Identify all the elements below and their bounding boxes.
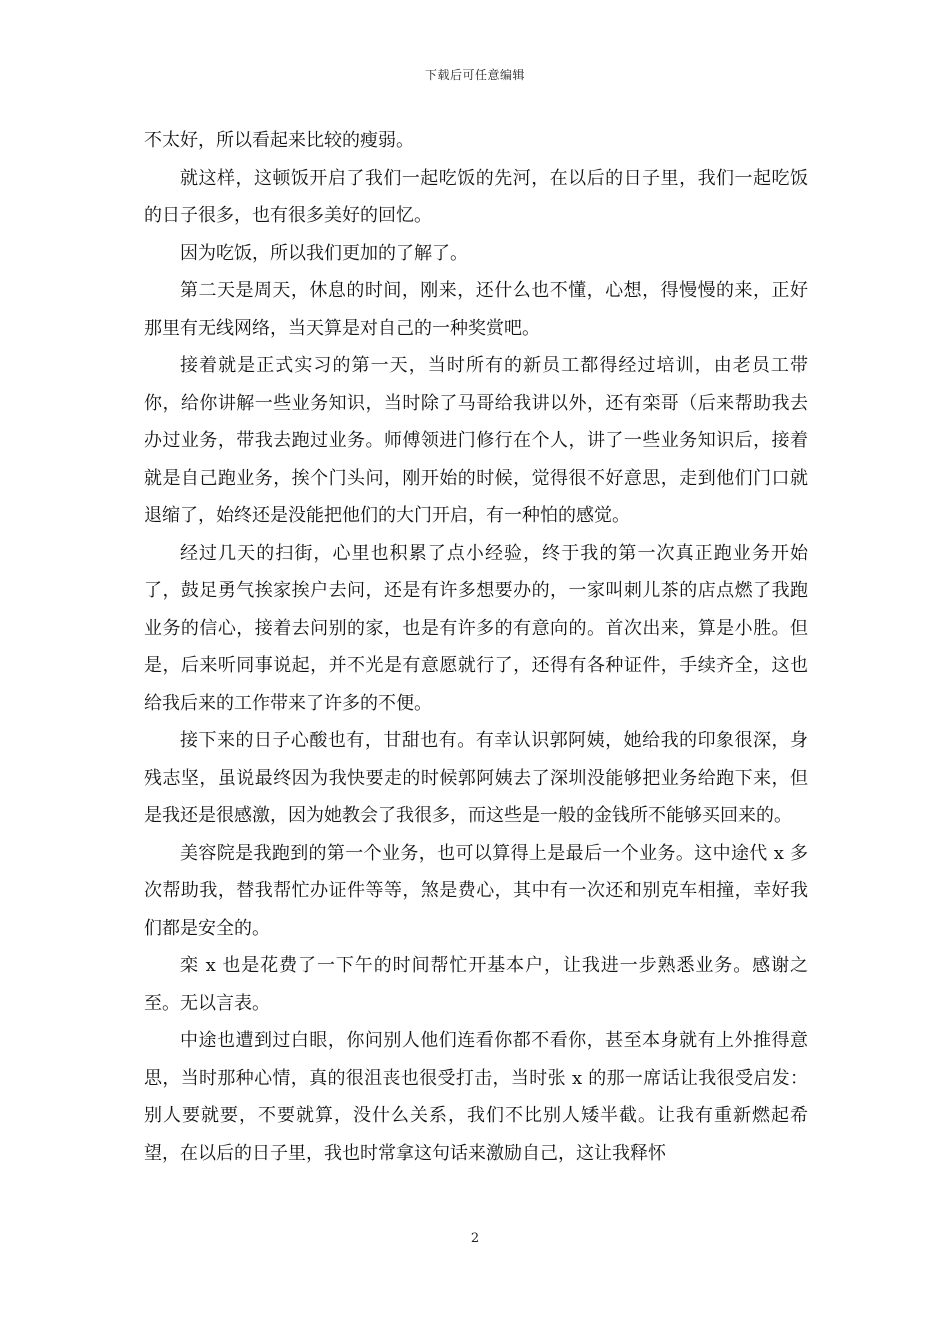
- paragraph: 就这样，这顿饭开启了我们一起吃饭的先河，在以后的日子里，我们一起吃饭的日子很多，也有很多美好的回忆。: [144, 167, 808, 226]
- paragraph: 接着就是正式实习的第一天，当时所有的新员工都得经过培训，由老员工带你，给你讲解一些业务知识，当时除了马哥给我讲以外，还有栾哥（后来帮助我去办过业务，带我去跑过业务。师傅领进门修行在个人，讲了一些业务知识后，接着就是自己跑业务，挨个门头问，刚开始的时候，觉得很不好意思，走到他们门口就退缩了，始终还是没能把他们的大门开启，有一种怕的感觉。: [144, 355, 808, 526]
- paragraph: 不太好，所以看起来比较的瘦弱。: [144, 130, 414, 151]
- paragraph: 美容院是我跑到的第一个业务，也可以算得上是最后一个业务。这中途代 x 多次帮助我，替我帮忙办证件等等，煞是费心，其中有一次还和别克车相撞，幸好我们都是安全的。: [144, 842, 808, 939]
- page-header: 下载后可任意编辑: [424, 68, 525, 82]
- paragraph: 栾 x 也是花费了一下午的时间帮忙开基本户，让我进一步熟悉业务。感谢之至。无以言表。: [144, 955, 808, 1014]
- paragraph: 接下来的日子心酸也有，甘甜也有。有幸认识郭阿姨，她给我的印象很深，身残志坚，虽说最终因为我快要走的时候郭阿姨去了深圳没能够把业务给跑下来，但是我还是很感激，因为她教会了我很多，而这些是一般的金钱所不能够买回来的。: [144, 730, 808, 826]
- paragraph: 第二天是周天，休息的时间，刚来，还什么也不懂，心想，得慢慢的来，正好那里有无线网络，当天算是对自己的一种奖赏吧。: [144, 280, 808, 339]
- page-number: 2: [470, 1231, 480, 1246]
- paragraph: 因为吃饭，所以我们更加的了解了。: [180, 242, 468, 264]
- document-body: [144, 122, 808, 1172]
- paragraph: 中途也遭到过白眼，你问别人他们连看你都不看你，甚至本身就有上外推得意思，当时那种心情，真的很沮丧也很受打击，当时张 x 的那一席话让我很受启发：别人要就要，不要就算，没什么关系，我们不比别人矮半截。让我有重新燃起希望，在以后的日子里，我也时常拿这句话来激励自己，这让我释怀: [144, 1030, 808, 1164]
- paragraph: 经过几天的扫街，心里也积累了点小经验，终于我的第一次真正跑业务开始了，鼓足勇气挨家挨户去问，还是有许多想要办的，一家叫刺儿茶的店点燃了我跑业务的信心，接着去问别的家，也是有许多的有意向的。首次出来，算是小胜。但是，后来听同事说起，并不光是有意愿就行了，还得有各种证件，手续齐全，这也给我后来的工作带来了许多的不便。: [144, 542, 808, 714]
